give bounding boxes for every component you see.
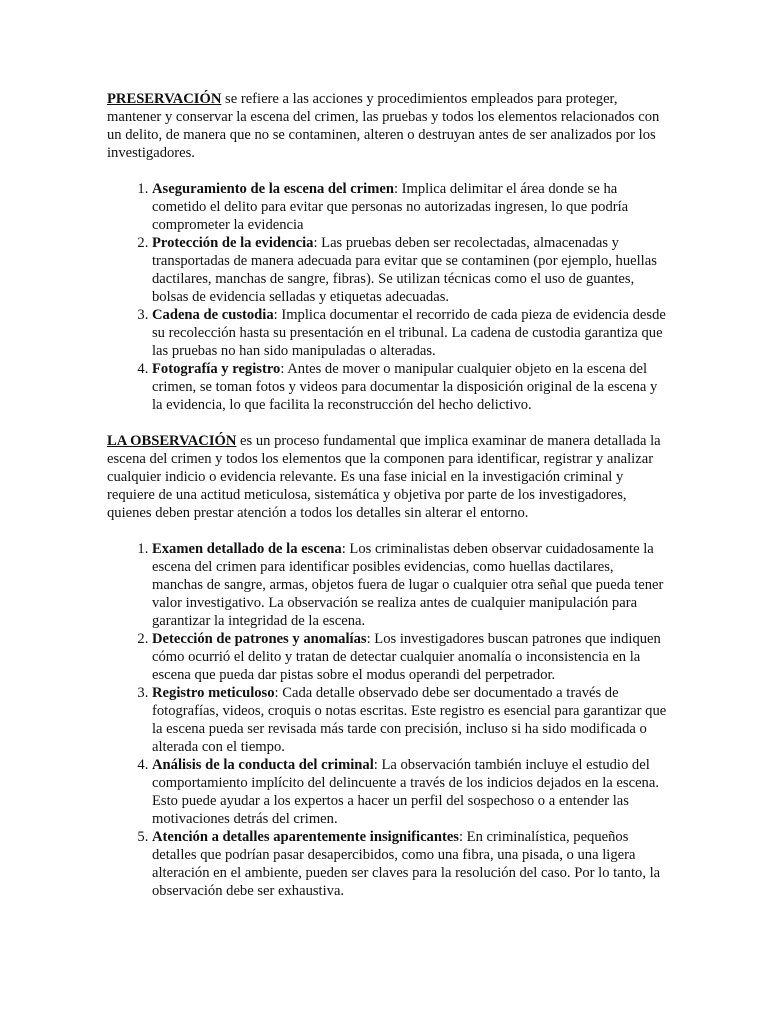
list-item-text: : En criminalística, pequeños detalles que podrían pasar desapercibidos, como una fibra, una pisada, o una ligera alteración en el ambiente, pueden ser claves para la resolución del caso. Por lo tanto, la observación debe ser exhaustiva. (152, 829, 661, 899)
list-item-term: Análisis de la conducta del criminal (152, 757, 374, 773)
list-item-text: : La observación también incluye el estudio del comportamiento implícito del delincuente a través de los indicios dejados en la escena. Esto puede ayudar a los expertos a hacer un perfil del sospechoso o a entender las motivaciones detrás del crimen. (152, 757, 659, 827)
list-item-term: Protección de la evidencia (152, 235, 314, 251)
numbered-list (107, 540, 668, 900)
list-item (152, 828, 668, 900)
list-item-text: : Implica documentar el recorrido de cada pieza de evidencia desde su recolección hasta su presentación en el tribunal. La cadena de custodia garantiza que las pruebas no han sido manipuladas o alteradas. (152, 307, 666, 359)
list-item (152, 630, 668, 684)
list-item-text: : Los criminalistas deben observar cuidadosamente la escena del crimen para identificar posibles evidencias, como huellas dactilares, manchas de sangre, armas, objetos fuera de lugar o cualquier otra señal que pueda tener valor investigativo. La observación se realiza antes de cualquier manipulación para garantizar la integridad de la escena. (152, 541, 664, 629)
numbered-list (107, 180, 668, 414)
list-item-term: Fotografía y registro (152, 361, 281, 377)
section-intro-text: es un proceso fundamental que implica examinar de manera detallada la escena del crimen y todos los elementos que la componen para identificar, registrar y analizar cualquier indicio o evidencia relevante. Es una fase inicial en la investigación criminal y requiere de una actitud meticulosa, sistemática y objetiva por parte de los investigadores, quienes deben prestar atención a todos los detalles sin alterar el entorno. (107, 433, 661, 521)
list-item (152, 306, 668, 360)
list-item-term: Detección de patrones y anomalías (152, 631, 367, 647)
list-item-term: Examen detallado de la escena (152, 541, 342, 557)
list-item (152, 180, 668, 234)
list-item-text: : Cada detalle observado debe ser documentado a través de fotografías, videos, croquis o notas escritas. Este registro es esencial para garantizar que la escena pueda ser revisada más tarde con precisión, incluso si ha sido modificada o alterada con el tiempo. (152, 685, 667, 755)
section-heading: PRESERVACIÓN (107, 91, 222, 107)
list-item-term: Cadena de custodia (152, 307, 274, 323)
section-intro-text: se refiere a las acciones y procedimientos empleados para proteger, mantener y conservar la escena del crimen, las pruebas y todos los elementos relacionados con un delito, de manera que no se contaminen, alteren o destruyan antes de ser analizados por los investigadores. (107, 91, 660, 161)
list-item-term: Registro meticuloso (152, 685, 275, 701)
list-item-text: : Implica delimitar el área donde se ha cometido el delito para evitar que personas no autorizadas ingresen, lo que podría comprometer la evidencia (152, 181, 629, 233)
section-intro (107, 432, 668, 522)
list-item (152, 756, 668, 828)
list-item-term: Aseguramiento de la escena del crimen (152, 181, 394, 197)
list-item-text: : Antes de mover o manipular cualquier objeto en la escena del crimen, se toman fotos y videos para documentar la disposición original de la escena y la evidencia, lo que facilita la reconstrucción del hecho delictivo. (152, 361, 658, 413)
section-intro (107, 90, 668, 162)
list-item (152, 540, 668, 630)
list-item-text: : Los investigadores buscan patrones que indiquen cómo ocurrió el delito y tratan de detectar cualquier anomalía o inconsistencia en la escena que pueda dar pistas sobre el modus operandi del perpetrador. (152, 631, 661, 683)
list-item (152, 684, 668, 756)
list-item (152, 234, 668, 306)
section-observacion (107, 432, 668, 900)
list-item-text: : Las pruebas deben ser recolectadas, almacenadas y transportadas de manera adecuada para evitar que se contaminen (por ejemplo, huellas dactilares, manchas de sangre, fibras). Se utilizan técnicas como el uso de guantes, bolsas de evidencia selladas y etiquetas adecuadas. (152, 235, 657, 305)
section-heading: LA OBSERVACIÓN (107, 433, 237, 449)
list-item-term: Atención a detalles aparentemente insignificantes (152, 829, 459, 845)
list-item (152, 360, 668, 414)
section-preservacion (107, 90, 668, 414)
